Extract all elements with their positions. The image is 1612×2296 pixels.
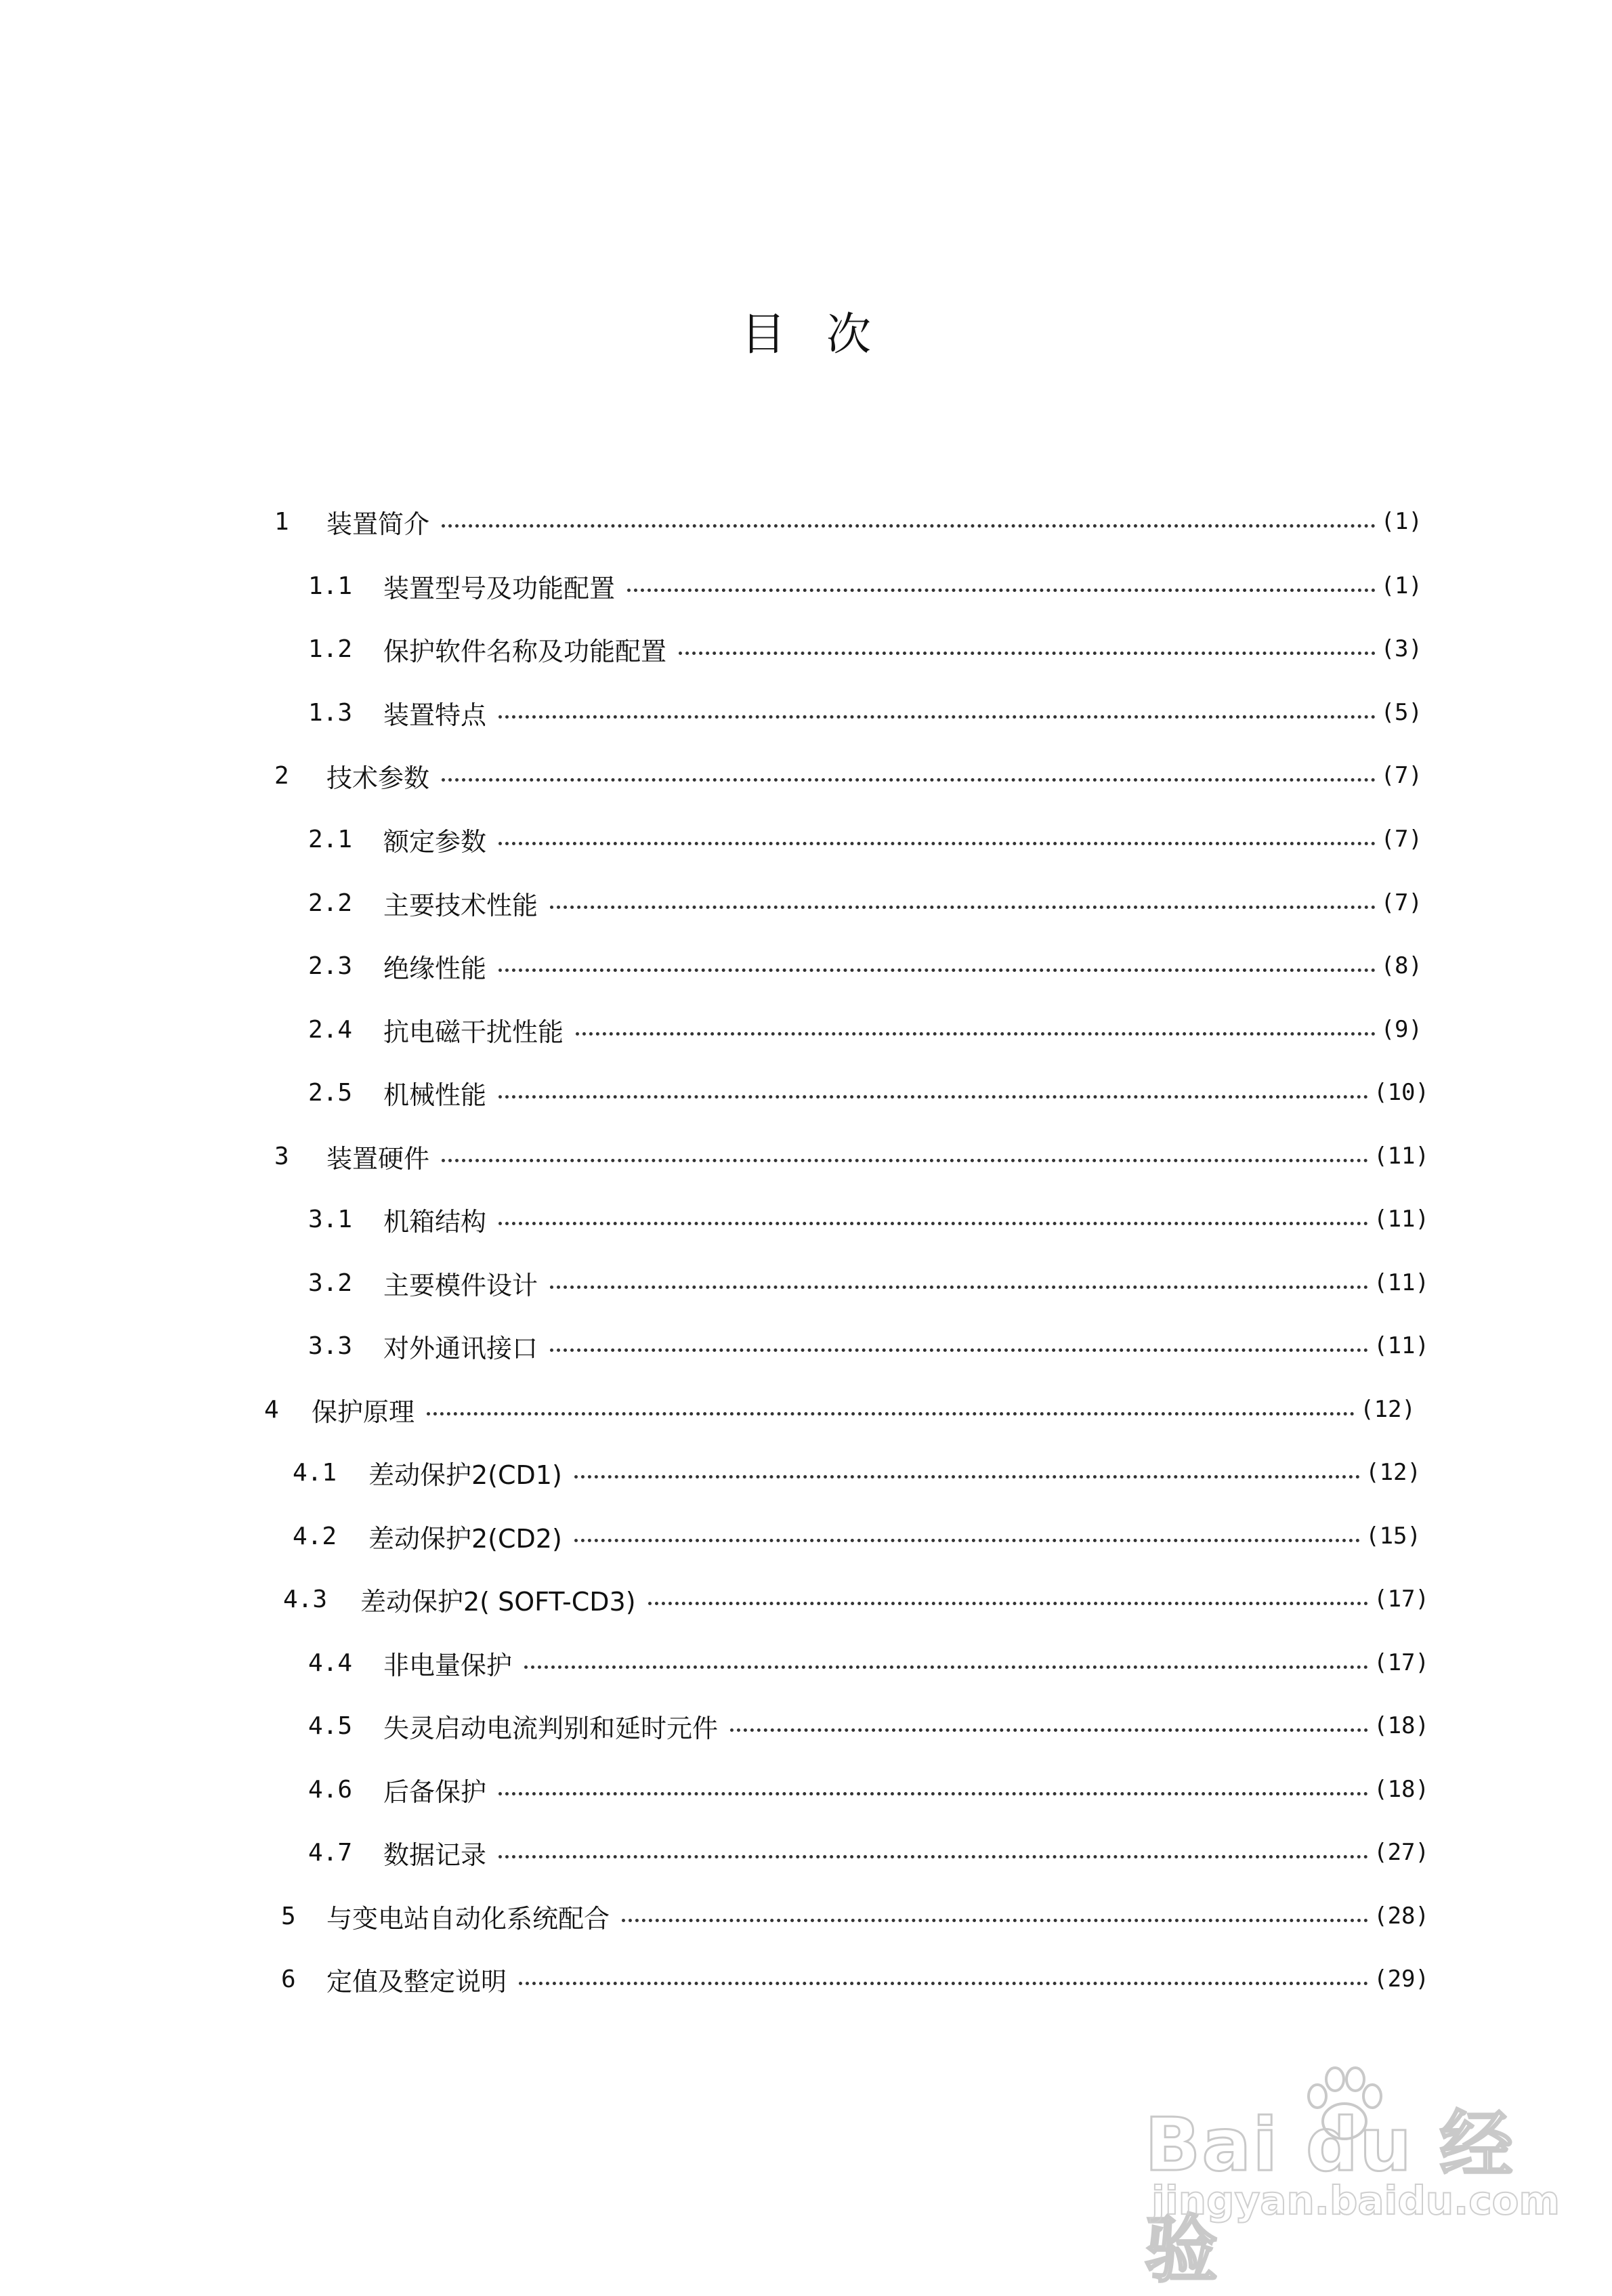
- dot-leader: [550, 1348, 1368, 1352]
- toc-entry-page: (17): [1374, 1586, 1429, 1613]
- dot-leader: [730, 1728, 1368, 1732]
- toc-entry-title: 技术参数: [326, 763, 430, 793]
- toc-entry-page: (15): [1365, 1523, 1421, 1550]
- toc-entry[interactable]: [308, 883, 1422, 923]
- toc-entry[interactable]: [308, 1009, 1422, 1050]
- toc-entry-number: 4.2: [293, 1522, 337, 1550]
- toc-entry-page: (1): [1380, 508, 1422, 535]
- dot-leader: [576, 1032, 1376, 1036]
- toc-entry-number: 1.1: [308, 572, 353, 600]
- toc-entry[interactable]: [308, 1642, 1429, 1683]
- toc-entry-title: 机箱结构: [383, 1206, 487, 1237]
- toc-entry[interactable]: [308, 819, 1422, 859]
- toc-entry-title: 与变电站自动化系统配合: [326, 1903, 610, 1934]
- toc-entry[interactable]: [274, 755, 1422, 796]
- toc-entry-number: 2.1: [308, 825, 353, 853]
- dot-leader: [442, 1159, 1368, 1162]
- dot-leader: [499, 1792, 1368, 1795]
- toc-entry[interactable]: [293, 1516, 1421, 1556]
- toc-entry-page: (11): [1374, 1269, 1429, 1296]
- toc-entry-title: 保护软件名称及功能配置: [383, 636, 667, 666]
- toc-entry-page: (11): [1374, 1332, 1429, 1359]
- toc-entry-number: 3.1: [308, 1205, 353, 1233]
- toc-entry-number: 2.4: [308, 1015, 353, 1044]
- toc-entry-number: 3.3: [308, 1332, 353, 1360]
- dot-leader: [499, 1095, 1368, 1099]
- toc-entry[interactable]: [308, 1832, 1429, 1873]
- toc-entry-page: (7): [1380, 889, 1422, 916]
- toc-entry[interactable]: [264, 1389, 1416, 1430]
- toc-entry[interactable]: [281, 1896, 1429, 1936]
- toc-entry-number: 4.5: [308, 1712, 353, 1740]
- toc-entry-title: 定值及整定说明: [326, 1966, 507, 1997]
- toc-entry[interactable]: [308, 1072, 1429, 1113]
- toc-entry[interactable]: [308, 1325, 1429, 1366]
- dot-leader: [524, 1665, 1368, 1669]
- dot-leader: [499, 842, 1376, 845]
- toc-entry-page: (18): [1374, 1776, 1429, 1803]
- toc-entry-page: (9): [1380, 1016, 1422, 1043]
- toc-entry-page: (27): [1374, 1839, 1429, 1866]
- dot-leader: [519, 1982, 1368, 1985]
- toc-entry-page: (17): [1374, 1649, 1429, 1676]
- dot-leader: [574, 1475, 1360, 1479]
- toc-entry-number: 6: [281, 1965, 296, 1993]
- toc-entry-title: 装置硬件: [326, 1143, 430, 1174]
- dot-leader: [442, 778, 1376, 782]
- dot-leader: [499, 1855, 1368, 1858]
- dot-leader: [648, 1602, 1369, 1605]
- toc-entry-number: 1.3: [308, 698, 353, 727]
- toc-entry[interactable]: [308, 945, 1422, 986]
- toc-entry-number: 4: [264, 1395, 279, 1424]
- toc-entry-title: 失灵启动电流判别和延时元件: [383, 1713, 719, 1743]
- toc-entry[interactable]: [308, 1199, 1429, 1239]
- toc-entry-number: 4.3: [283, 1585, 328, 1613]
- toc-entry-number: 2.2: [308, 889, 353, 917]
- toc-entry[interactable]: [308, 1705, 1429, 1746]
- toc-entry[interactable]: [274, 501, 1422, 542]
- toc-entry[interactable]: [274, 1136, 1429, 1176]
- toc-entry-number: 4.4: [308, 1649, 353, 1677]
- dot-leader: [442, 524, 1376, 528]
- toc-entry-title: 保护原理: [312, 1397, 415, 1427]
- dot-leader: [499, 969, 1376, 972]
- dot-leader: [499, 715, 1376, 719]
- toc-entry-title: 非电量保护: [383, 1650, 513, 1680]
- toc-entry[interactable]: [308, 1262, 1429, 1303]
- toc-entry[interactable]: [281, 1959, 1429, 1999]
- toc-entry-page: (3): [1380, 635, 1422, 662]
- toc-entry[interactable]: [308, 629, 1422, 669]
- dot-leader: [550, 1285, 1368, 1289]
- toc-entry-title: 额定参数: [383, 826, 487, 857]
- toc-entry[interactable]: [308, 566, 1422, 606]
- toc-entry-page: (1): [1380, 572, 1422, 599]
- toc-entry-number: 2: [274, 761, 289, 790]
- toc-entry-title: 主要模件设计: [383, 1270, 538, 1300]
- toc-entry-page: (5): [1380, 699, 1422, 726]
- toc-entry-number: 2.3: [308, 952, 353, 980]
- dot-leader: [679, 652, 1376, 655]
- toc-entry-page: (12): [1360, 1396, 1416, 1423]
- dot-leader: [499, 1222, 1368, 1225]
- toc-entry-number: 4.6: [308, 1775, 353, 1804]
- watermark: [1145, 2059, 1560, 2293]
- toc-entry-number: 5: [281, 1902, 296, 1930]
- toc-entry[interactable]: [283, 1579, 1429, 1619]
- toc-entry-page: (7): [1380, 762, 1422, 789]
- toc-entry-page: (18): [1374, 1712, 1429, 1739]
- toc-entry-page: (11): [1374, 1206, 1429, 1233]
- toc-entry-page: (28): [1374, 1902, 1429, 1930]
- toc-entry-title: 差动保护2(CD2): [368, 1523, 562, 1554]
- toc-entry-number: 4.7: [308, 1838, 353, 1867]
- toc-entry-number: 1.2: [308, 635, 353, 663]
- toc-entry-page: (10): [1374, 1079, 1429, 1106]
- dot-leader: [627, 589, 1376, 592]
- toc-entry-title: 机械性能: [383, 1080, 487, 1110]
- page-title: 目次: [741, 308, 912, 360]
- toc-entry-title: 装置特点: [383, 700, 487, 730]
- dot-leader: [550, 906, 1376, 909]
- toc-entry-title: 差动保护2(CD1): [368, 1460, 562, 1490]
- watermark-url: jingyan.baidu.com: [1151, 2177, 1560, 2224]
- toc-entry[interactable]: [308, 1769, 1429, 1810]
- watermark-brand: Bai du 经验: [1145, 2103, 1514, 2293]
- dot-leader: [574, 1539, 1360, 1542]
- toc-entry[interactable]: [308, 692, 1422, 733]
- toc-entry-title: 对外通讯接口: [383, 1333, 538, 1363]
- toc-entry-title: 差动保护2( SOFT-CD3): [360, 1586, 636, 1617]
- toc-entry-page: (11): [1374, 1143, 1429, 1170]
- toc-entry-title: 数据记录: [383, 1840, 487, 1870]
- toc-entry-number: 3: [274, 1142, 289, 1170]
- toc-entry-title: 后备保护: [383, 1777, 487, 1807]
- toc-entry-number: 3.2: [308, 1269, 353, 1297]
- toc-entry-page: (29): [1374, 1965, 1429, 1993]
- toc-entry[interactable]: [293, 1452, 1421, 1493]
- toc-entry-title: 装置简介: [326, 509, 430, 539]
- toc-entry-title: 装置型号及功能配置: [383, 573, 616, 603]
- toc-entry-number: 2.5: [308, 1078, 353, 1107]
- dot-leader: [427, 1412, 1355, 1416]
- toc-entry-page: (8): [1380, 952, 1422, 979]
- dot-leader: [622, 1919, 1368, 1922]
- toc-entry-title: 绝缘性能: [383, 953, 487, 983]
- toc-entry-title: 抗电磁干扰性能: [383, 1017, 564, 1047]
- toc-entry-number: 4.1: [293, 1458, 337, 1487]
- toc-entry-page: (7): [1380, 826, 1422, 853]
- toc-entry-number: 1: [274, 507, 289, 536]
- toc-entry-page: (12): [1365, 1459, 1421, 1486]
- toc-entry-title: 主要技术性能: [383, 890, 538, 920]
